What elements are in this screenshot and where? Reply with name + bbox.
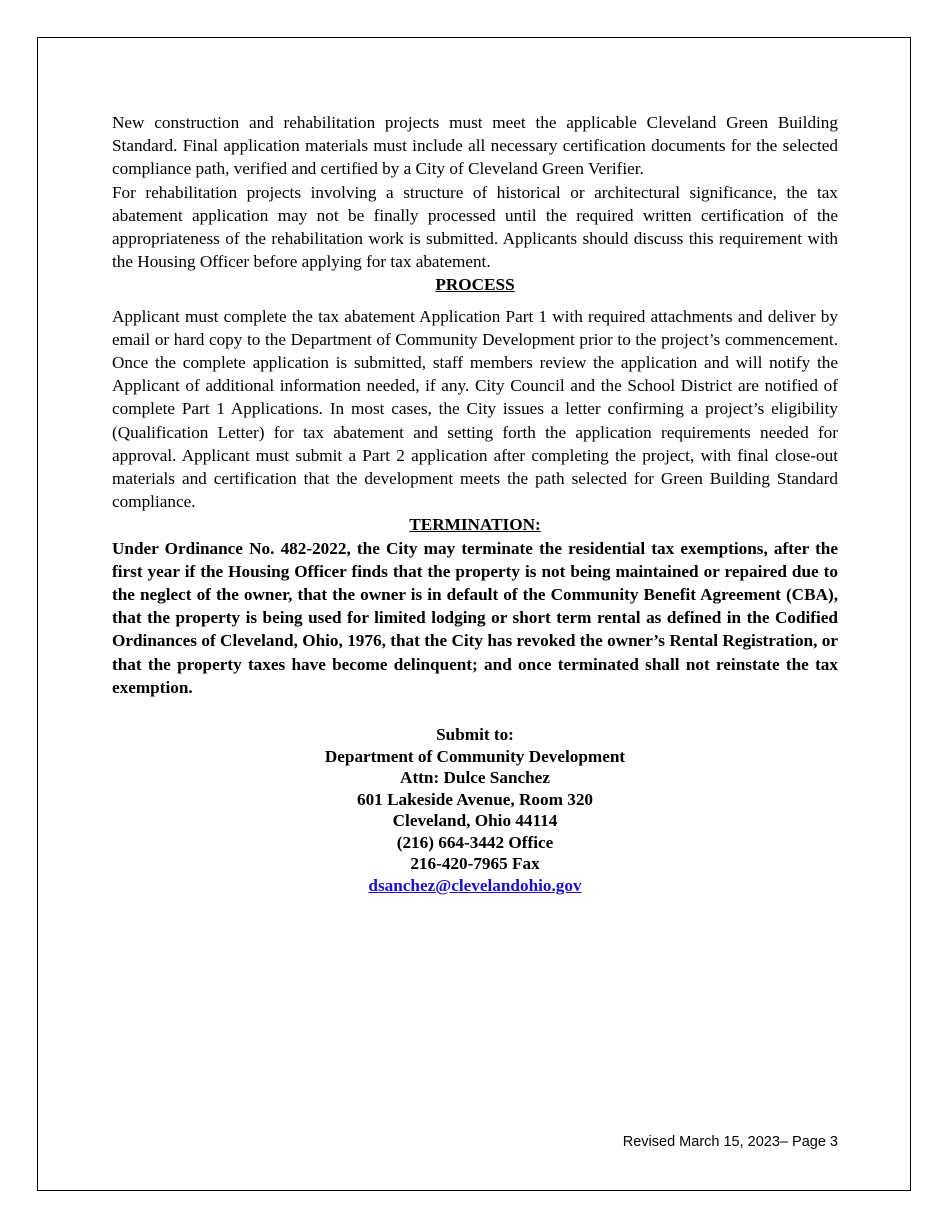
- process-heading: PROCESS: [435, 275, 515, 295]
- submit-address: 601 Lakeside Avenue, Room 320: [356, 789, 594, 809]
- document-body: [112, 111, 838, 896]
- historical-paragraph: For rehabilitation projects involving a structure of historical or architectural significance, the tax abatement application may not be finally processed until the required written certification of the appropriateness of the rehabilitation work is submitted. Applicants should discuss this requirement with the Housing Officer before applying for tax abatement.: [112, 182, 838, 272]
- green-building-paragraph: New construction and rehabilitation projects must meet the applicable Cleveland Green Building Standard. Final application materials must include all necessary certification documents for the selected compliance path, verified and certified by a City of Cleveland Green Verifier.: [112, 113, 838, 179]
- submit-city: Cleveland, Ohio 44114: [392, 811, 558, 831]
- page-footer-revision: Revised March 15, 2023– Page 3: [622, 1134, 838, 1150]
- termination-heading: TERMINATION:: [409, 515, 541, 535]
- submit-department: Department of Community Development: [324, 746, 626, 766]
- submit-attn: Attn: Dulce Sanchez: [400, 768, 550, 788]
- submit-to-block: [112, 724, 838, 896]
- submit-phone: (216) 664-3442 Office: [396, 832, 554, 852]
- email-link[interactable]: dsanchez@clevelandohio.gov: [368, 875, 582, 895]
- termination-paragraph: Under Ordinance No. 482-2022, the City may terminate the residential tax exemptions, after the first year if the Housing Officer finds that the property is not being maintained or repaired due to the neglect of the owner, that the owner is in default of the Community Benefit Agreement (CBA), that the property is being used for limited lodging or short term rental as defined in the Codified Ordinances of Cleveland, Ohio, 1976, that the City has revoked the owner’s Rental Registration, or that the property taxes have become delinquent; and once terminated shall not reinstate the tax exemption.: [112, 538, 838, 697]
- process-paragraph: Applicant must complete the tax abatement Application Part 1 with required attachments and deliver by email or hard copy to the Department of Community Development prior to the project’s commencement. Once the complete application is submitted, staff members review the application and will notify the Applicant of additional information needed, if any. City Council and the School District are notified of complete Part 1 Applications. In most cases, the City issues a letter confirming a project’s eligibility (Qualification Letter) for tax abatement and setting forth the application requirements needed for approval. Applicant must submit a Part 2 application after completing the project, with final close-out materials and certification that the development meets the path selected for Green Building Standard compliance.: [112, 306, 838, 512]
- submit-fax: 216-420-7965 Fax: [410, 854, 540, 874]
- submit-label: Submit to:: [436, 725, 514, 745]
